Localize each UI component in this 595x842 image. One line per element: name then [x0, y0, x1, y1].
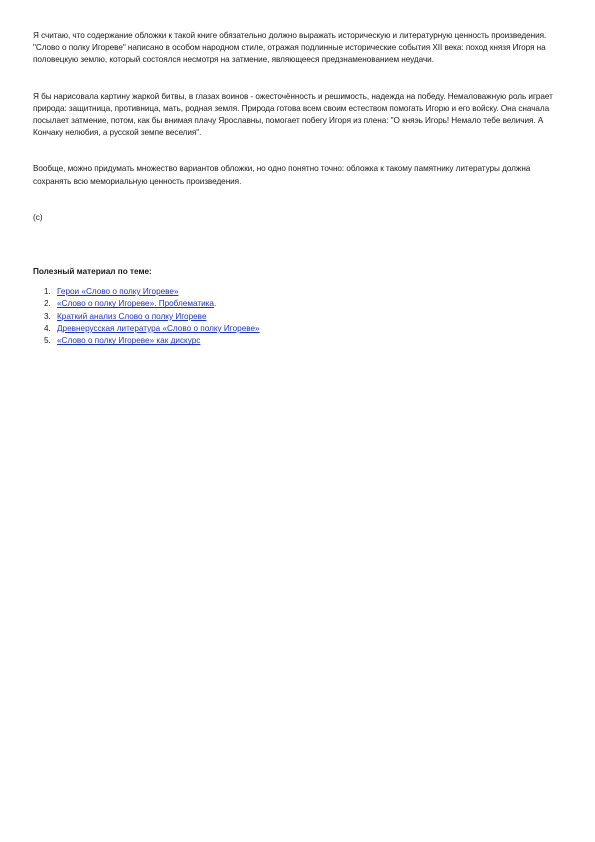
list-item	[44, 311, 563, 323]
link-heroes[interactable]: Герои «Слово о полку Игореве»	[57, 286, 179, 296]
link-short-analysis[interactable]: Краткий анализ Слово о полку Игореве	[57, 311, 207, 321]
useful-material-title: Полезный материал по теме:	[33, 266, 152, 276]
copyright-mark: (c)	[33, 212, 43, 222]
link-tail: .	[213, 299, 217, 309]
list-number: 3.	[44, 311, 51, 321]
list-item	[44, 323, 563, 335]
list-item	[44, 286, 563, 298]
list-number: 5.	[44, 336, 51, 346]
useful-material-list	[33, 286, 563, 348]
link-discourse[interactable]: «Слово о полку Игореве» как дискурс	[57, 336, 201, 346]
list-number: 2.	[44, 299, 51, 309]
link-problematics[interactable]: «Слово о полку Игореве». Проблематика	[57, 299, 214, 309]
paragraph-1: Я считаю, что содержание обложки к такой книге обязательно должно выражать историческую и литературную ценность произведения. "Слово о полку Игореве" написано в особом народном стиле, отражая подлинные исторические события XII века: поход князя Игоря на половецкую землю, который состоялся несмотря на затмение, являющееся предзнаменованием неудачи.	[33, 31, 547, 65]
paragraph-3: Вообще, можно придумать множество вариантов обложки, но одно понятно точно: обложка к такому памятнику литературы должна сохранять всю мемориальную ценность произведения.	[33, 164, 531, 186]
document-page	[33, 30, 563, 348]
link-old-russian-literature[interactable]: Древнерусская литература «Слово о полку Игореве»	[57, 324, 260, 334]
paragraph-2: Я бы нарисовала картину жаркой битвы, в глазах воинов - ожесточённость и решимость, надежда на победу. Немаловажную роль играет природа: защитница, противница, мать, родная земля. Природа готова всем своим естеством помогать Игорю и его войску. Она сначала посылает затмение, потом, как бы внимая плачу Ярославны, помогает побегу Игоря из плена: "О княэь Игорь! Немало тебе величия. А Кончаку нелюбия, а русской земпе веселия".	[33, 91, 553, 138]
useful-material-section	[33, 266, 563, 348]
list-number: 1.	[44, 286, 51, 296]
list-item	[44, 335, 563, 347]
list-number: 4.	[44, 324, 51, 334]
list-item	[44, 298, 563, 310]
